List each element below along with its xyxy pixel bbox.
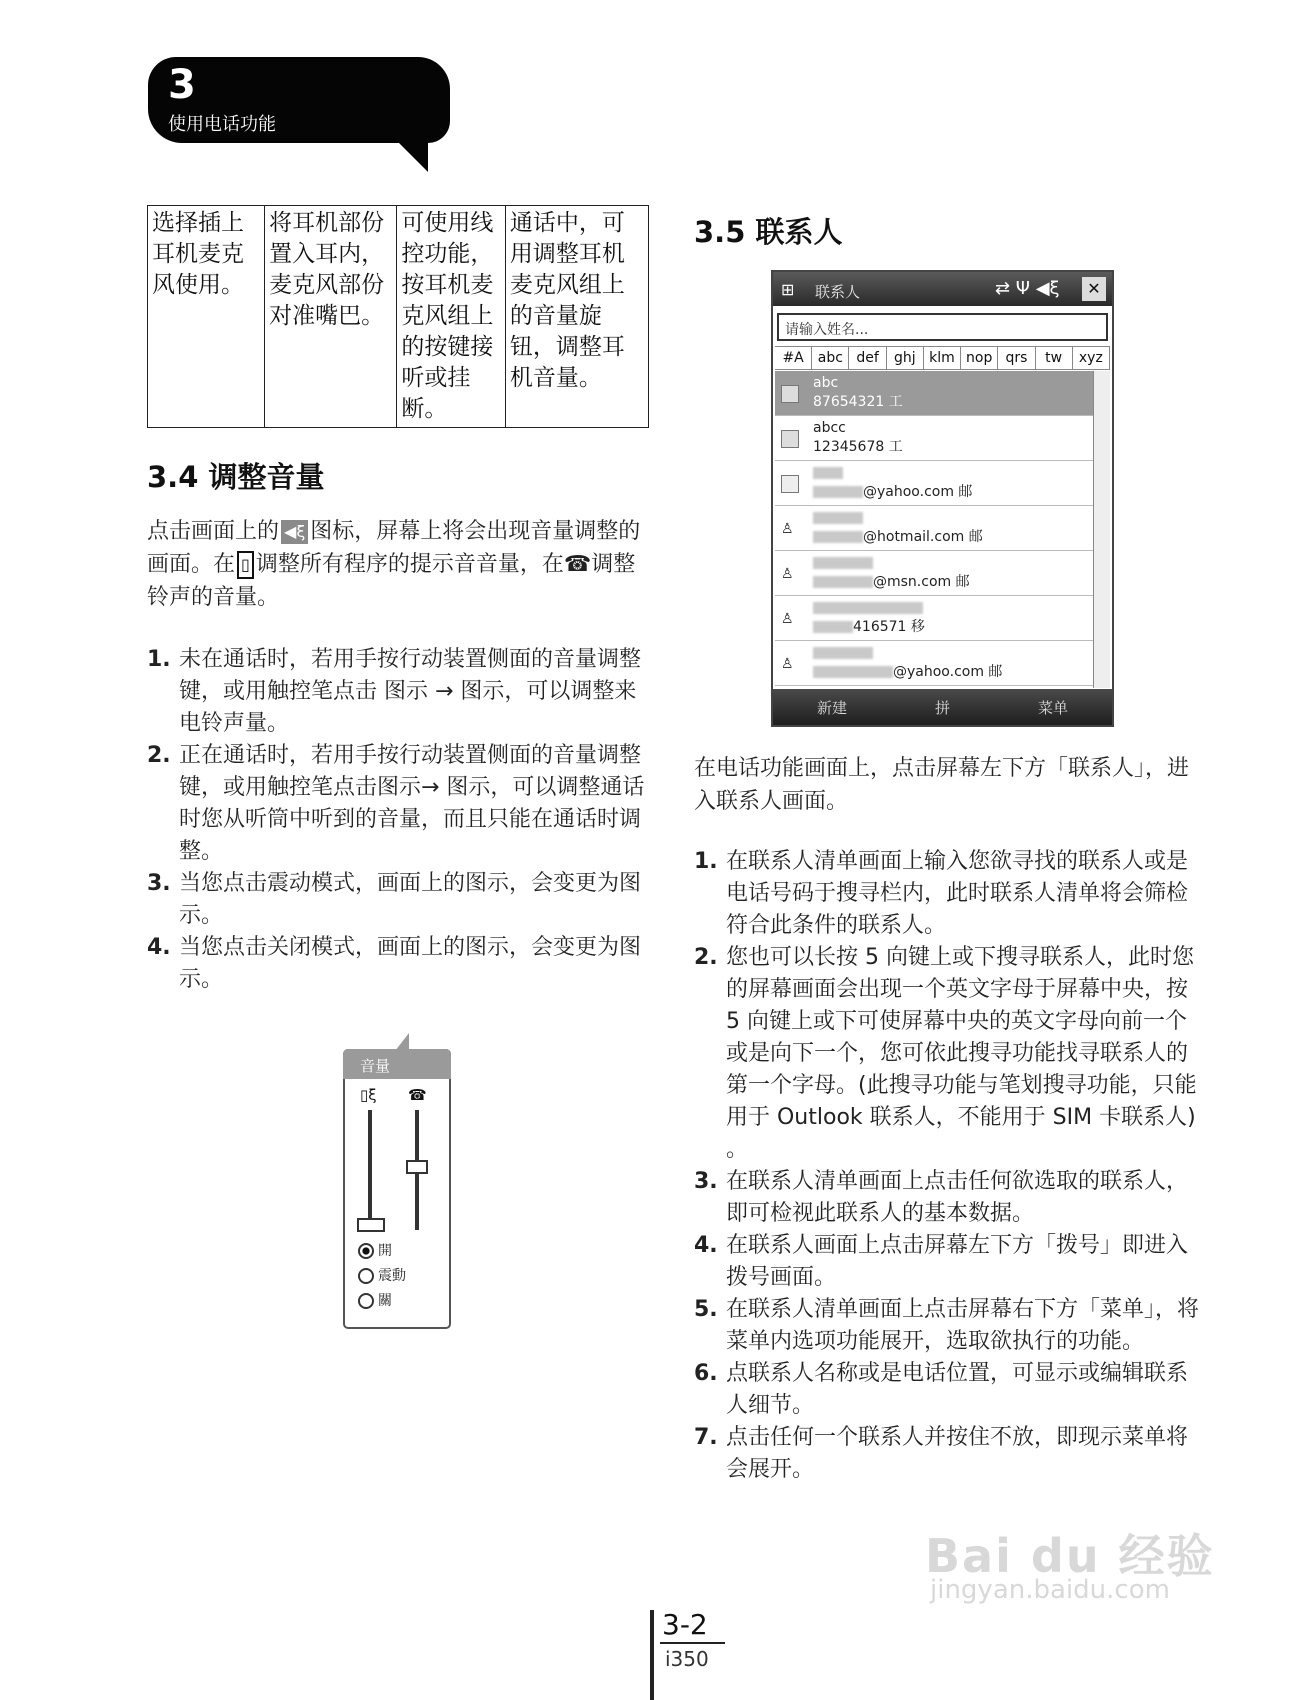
alpha-tab[interactable]: nop [961,347,998,369]
alpha-tab[interactable]: #A [775,347,812,369]
contact-detail: 12345678 工 [813,439,903,455]
person-icon: ♙ [781,610,799,628]
step-number: 6. [694,1361,718,1386]
person-icon: ♙ [781,520,799,538]
system-volume-thumb[interactable] [357,1218,385,1232]
contact-name [813,509,863,527]
contact-detail: @msn.com 邮 [813,573,970,591]
contact-name [813,644,873,662]
alpha-tab[interactable]: def [849,347,886,369]
new-softkey[interactable]: 新建 [816,698,847,717]
contact-card-icon [781,385,799,403]
intro-text: 图标，屏幕上将会出现音量调整的画面。在 [147,519,641,577]
contact-row[interactable] [775,371,1093,416]
chapter-number: 3 [168,62,197,108]
speaker-icon: ◀ξ [281,520,308,544]
step-number: 2. [694,945,718,970]
alpha-tab[interactable]: klm [924,347,961,369]
step-number: 1. [147,647,171,672]
phone-softkey-bar [773,689,1112,725]
step-number: 4. [147,935,171,960]
table-cell: 选择插上耳机麦克风使用。 [148,206,265,428]
contact-detail: @yahoo.com 邮 [813,663,1002,681]
contact-row[interactable] [775,416,1093,461]
status-icons: ⇄ Ψ ◀ξ [995,278,1060,299]
chapter-title: 使用电话功能 [168,114,276,135]
device-icon: ▯ [237,551,254,579]
model-name: i350 [665,1647,709,1671]
phone-title: 联系人 [815,283,861,301]
baidu-watermark-url: jingyan.baidu.com [930,1575,1170,1605]
intro-text: 点击画面上的 [147,519,280,544]
radio-on[interactable] [358,1240,392,1260]
input-method-softkey[interactable]: 拼 [934,698,950,717]
section-heading-contacts: 3.5 联系人 [694,215,843,249]
page-number: 3-2 [662,1608,708,1641]
contact-detail: @yahoo.com 邮 [813,483,972,501]
alphabet-tabs [775,346,1110,370]
intro-text: 调整铃声的音量。 [147,552,636,610]
step-number: 1. [694,849,718,874]
list-item [694,1358,1204,1422]
contact-search-input[interactable]: 请输入姓名... [777,313,1108,341]
step-number: 5. [694,1297,718,1322]
step-text: 在联系人画面上点击屏幕左下方「拨号」即进入拨号画面。 [726,1233,1189,1290]
contacts-intro: 在电话功能画面上，点击屏幕左下方「联系人」，进入联系人画面。 [694,756,1190,814]
start-flag-icon[interactable]: ⊞ [781,280,795,299]
step-text: 当您点击震动模式，画面上的图示，会变更为图示。 [179,871,642,928]
device-icon: ▯ξ [360,1086,377,1104]
person-icon: ♙ [781,565,799,583]
volume-steps [147,644,652,996]
step-number: 3. [694,1169,718,1194]
list-item [147,868,652,932]
alpha-tab[interactable]: tw [1036,347,1073,369]
step-text: 未在通话时，若用手按行动装置侧面的音量调整键，或用触控笔点击 图示 → 图示，可以调整来电铃声量。 [179,647,642,736]
contact-name [813,599,923,617]
step-number: 7. [694,1425,718,1450]
radio-label: 震動 [378,1268,406,1284]
radio-circle [358,1293,374,1309]
contact-detail: 87654321 工 [813,394,903,410]
list-item [147,932,652,996]
contact-name: abcc [813,420,846,436]
contact-row[interactable] [775,461,1093,506]
system-volume-slider[interactable] [368,1110,372,1230]
contact-row[interactable] [775,641,1093,686]
list-item [694,846,1204,942]
table-cell: 通话中，可用调整耳机麦克风组上的音量旋钮，调整耳机音量。 [505,206,648,428]
step-text: 在联系人清单画面上点击屏幕右下方「菜单」，将菜单内选项功能展开，选取欲执行的功能。 [726,1297,1200,1354]
folder-icon [781,475,799,493]
table-cell: 可使用线控功能，按耳机麦克风组上的按键接听或挂断。 [397,206,505,428]
contact-name: abc [813,375,839,391]
close-icon[interactable]: ✕ [1082,277,1106,301]
list-item [694,1166,1204,1230]
volume-widget-title: 音量 [360,1057,391,1075]
contact-name [813,554,873,572]
contact-card-icon [781,430,799,448]
list-item [694,1230,1204,1294]
footer-underline [660,1642,725,1644]
step-number: 4. [694,1233,718,1258]
radio-label: 開 [378,1243,392,1259]
contact-row[interactable] [775,551,1093,596]
step-text: 在联系人清单画面上点击任何欲选取的联系人，即可检视此联系人的基本数据。 [726,1169,1189,1226]
step-text: 点击任何一个联系人并按住不放，即现示菜单将会展开。 [726,1425,1189,1482]
headset-table [147,205,649,428]
step-number: 2. [147,743,171,768]
contact-row[interactable] [775,506,1093,551]
alpha-tab[interactable]: abc [812,347,849,369]
list-item [694,942,1204,1166]
list-item [694,1422,1204,1486]
footer-rule [650,1610,654,1700]
step-number: 3. [147,871,171,896]
menu-softkey[interactable]: 菜单 [1037,698,1068,717]
contact-row[interactable] [775,596,1093,641]
step-text: 点联系人名称或是电话位置，可显示或编辑联系人细节。 [726,1361,1189,1418]
volume-intro [147,515,652,614]
ringer-volume-thumb[interactable] [406,1160,428,1174]
step-text: 当您点击关闭模式，画面上的图示，会变更为图示。 [179,935,642,992]
step-text: 在联系人清单画面上输入您欲寻找的联系人或是电话号码于搜寻栏内，此时联系人清单将会筛检符合此条件的联系人。 [726,849,1189,938]
intro-text: 调整所有程序的提示音音量，在 [255,552,564,577]
contacts-steps [694,846,1204,1486]
alpha-tab[interactable]: qrs [998,347,1035,369]
chapter-badge-tail [390,134,428,172]
section-heading-volume: 3.4 调整音量 [147,460,325,494]
alpha-tab[interactable]: xyz [1073,347,1110,369]
radio-circle [358,1268,374,1284]
radio-vibrate[interactable] [358,1265,406,1285]
radio-label: 關 [378,1293,392,1309]
table-cell: 将耳机部份置入耳内，麦克风部份对准嘴巴。 [265,206,397,428]
phone-ring-icon: ☎ [408,1086,427,1104]
list-item [147,740,652,868]
phone-ring-icon: ☎ [563,552,592,577]
contact-detail: @hotmail.com 邮 [813,528,983,546]
contacts-scrollbar[interactable] [1093,371,1110,688]
list-item [694,1294,1204,1358]
step-text: 您也可以长按 5 向键上或下搜寻联系人，此时您的屏幕画面会出现一个英文字母于屏幕中央，按 5 向键上或下可使屏幕中央的英文字母向前一个或是向下一个，您可依此搜寻功能找寻联系人的第一个字母。(此搜寻功能与笔划搜寻功能，只能用于 Outlook 联系人，不能用于 SIM 卡联系人) 。 [726,945,1197,1162]
list-item [147,644,652,740]
radio-off[interactable] [358,1290,392,1310]
contact-detail: 416571 移 [813,618,925,636]
contact-name [813,464,843,482]
radio-circle [358,1243,374,1259]
baidu-watermark-logo: Bai du 经验 [925,1529,1215,1583]
step-text: 正在通话时，若用手按行动装置侧面的音量调整键，或用触控笔点击图示→ 图示，可以调整通话时您从听筒中听到的音量，而且只能在通话时调整。 [179,743,645,864]
person-icon: ♙ [781,655,799,673]
table-row [148,206,649,428]
alpha-tab[interactable]: ghj [887,347,924,369]
